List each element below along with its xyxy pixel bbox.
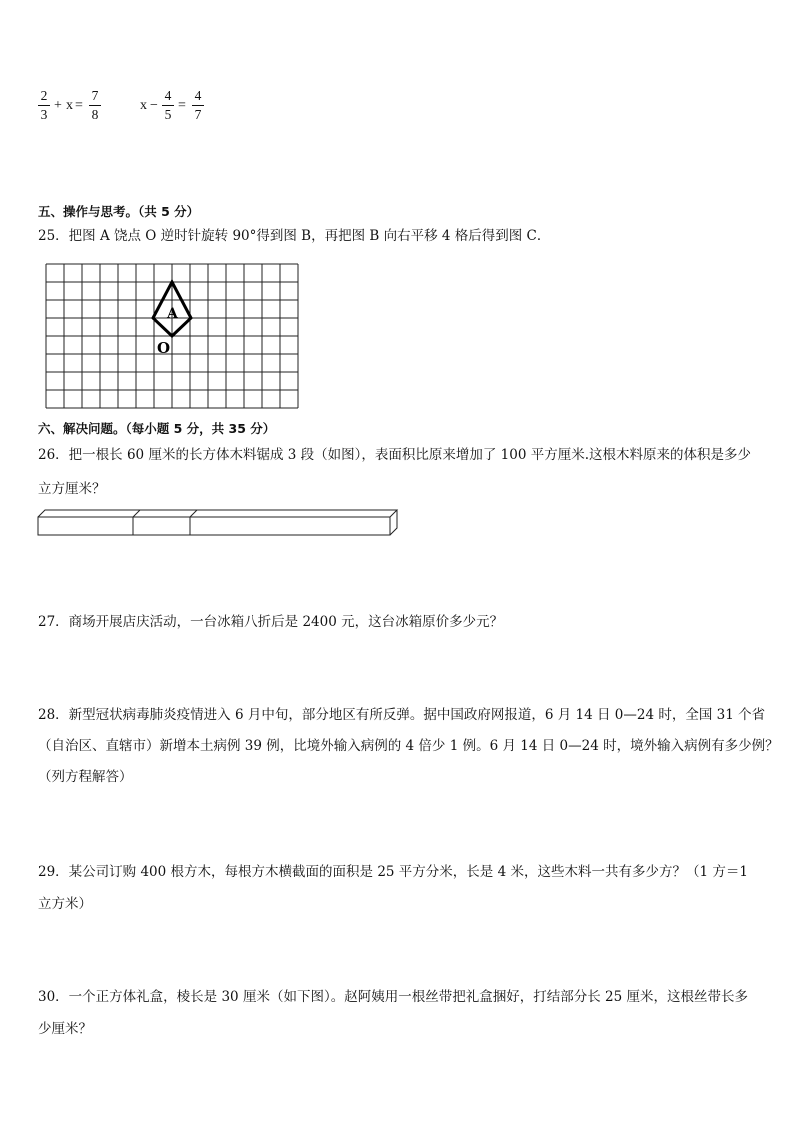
variable-x: x bbox=[140, 98, 147, 113]
denominator: 5 bbox=[164, 107, 172, 122]
equals-sign: = bbox=[75, 98, 83, 113]
denominator: 7 bbox=[194, 107, 202, 122]
numerator: 2 bbox=[40, 88, 48, 103]
label-a: A bbox=[167, 306, 178, 322]
block-top-face bbox=[38, 510, 397, 517]
question-30-line-2: 少厘米？ bbox=[38, 1021, 92, 1037]
fraction-4-7 bbox=[192, 88, 204, 123]
denominator: 8 bbox=[91, 107, 99, 122]
question-28-line-2: （自治区、直辖市）新增本土病例 39 例，比境外输入病例的 4 倍少 1 例。6 月 14 日 0—24 时，境外输入病例有多少例？ bbox=[38, 738, 779, 754]
section-6-heading: 六、解决问题。（每小题 5 分，共 35 分） bbox=[38, 421, 276, 436]
numerator: 4 bbox=[164, 88, 172, 103]
variable-x: x bbox=[66, 98, 73, 113]
question-28-line-3: （列方程解答） bbox=[38, 769, 133, 785]
wood-block-figure bbox=[36, 507, 402, 539]
question-25: 25．把图 A 饶点 O 逆时针旋转 90°得到图 B，再把图 B 向右平移 4 格后得到图 C． bbox=[38, 228, 551, 244]
plus-sign: + bbox=[54, 98, 62, 113]
block-front-face bbox=[38, 517, 390, 535]
question-30-line-1: 30．一个正方体礼盒，棱长是 30 厘米（如下图）。赵阿姨用一根丝带把礼盒捆好，打结部分长 25 厘米，这根丝带长多 bbox=[38, 989, 748, 1005]
numerator: 7 bbox=[91, 88, 99, 103]
grid-figure bbox=[44, 262, 300, 412]
fraction-2-3 bbox=[38, 88, 50, 123]
fraction-7-8 bbox=[89, 88, 101, 123]
question-28-line-1: 28．新型冠状病毒肺炎疫情进入 6 月中旬，部分地区有所反弹。据中国政府网报道，6 月 14 日 0—24 时，全国 31 个省 bbox=[38, 707, 766, 723]
equals-sign: = bbox=[178, 98, 186, 113]
question-29-line-2: 立方米） bbox=[38, 896, 92, 912]
label-o: O bbox=[157, 339, 171, 357]
numerator: 4 bbox=[194, 88, 202, 103]
question-26-line-1: 26．把一根长 60 厘米的长方体木料锯成 3 段（如图），表面积比原来增加了 100 平方厘米.这根木料原来的体积是多少 bbox=[38, 447, 752, 463]
question-26-line-2: 立方厘米？ bbox=[38, 481, 106, 497]
question-29-line-1: 29．某公司订购 400 根方木，每根方木横截面的面积是 25 平方分米，长是 4 米，这些木料一共有多少方？（1 方＝1 bbox=[38, 864, 748, 880]
denominator: 3 bbox=[40, 107, 48, 122]
section-5-heading: 五、操作与思考。（共 5 分） bbox=[38, 204, 200, 219]
fraction-4-5 bbox=[162, 88, 174, 123]
minus-sign: − bbox=[150, 98, 158, 113]
question-27: 27．商场开展店庆活动，一台冰箱八折后是 2400 元，这台冰箱原价多少元？ bbox=[38, 614, 504, 630]
